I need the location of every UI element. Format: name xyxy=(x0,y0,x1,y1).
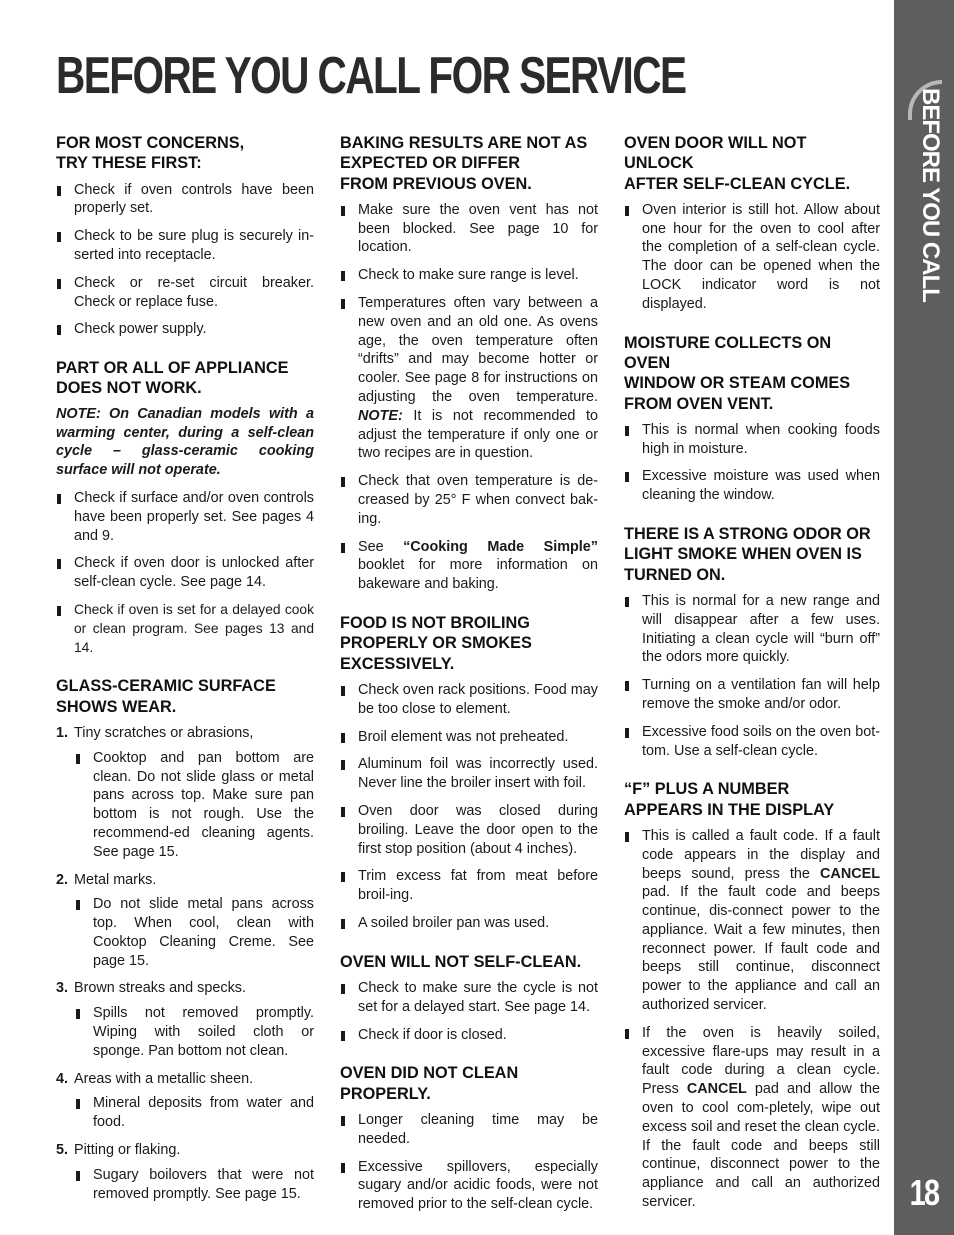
section-most-concerns xyxy=(56,133,314,339)
bullet-list xyxy=(75,749,314,862)
list-item: This is normal when cooking foods high in moisture. xyxy=(624,421,880,459)
side-tab xyxy=(894,0,954,1235)
bullet-list xyxy=(56,181,314,340)
section-broiling xyxy=(340,613,598,933)
heading-line: BAKING RESULTS ARE NOT AS xyxy=(340,134,588,152)
heading-line: SHOWS WEAR. xyxy=(56,697,177,716)
list-item: Check power supply. xyxy=(56,320,314,339)
list-item: Longer cleaning time may be needed. xyxy=(340,1111,598,1149)
heading-line: APPEARS IN THE DISPLAY xyxy=(624,800,835,819)
item-text: Tiny scratches or abrasions, xyxy=(74,724,254,741)
bullet-list xyxy=(75,895,314,970)
heading-line: EXPECTED OR DIFFER xyxy=(340,154,521,173)
heading-line: PART OR ALL OF APPLIANCE xyxy=(56,359,289,378)
section-appliance-not-work xyxy=(56,358,314,657)
bullet-list xyxy=(340,1111,598,1214)
heading-line: DOES NOT WORK. xyxy=(56,379,202,398)
list-item: Spills not removed promptly. Wiping with soiled cloth or sponge. Pan bottom not clean. xyxy=(75,1004,314,1060)
list-item: Check to be sure plug is securely in-serted into receptacle. xyxy=(56,227,314,265)
item-text: Areas with a metallic sheen. xyxy=(74,1070,254,1087)
list-item: Oven door was closed during broiling. Leave the door open to the first stop position (about 4 inches). xyxy=(340,802,598,858)
bullet-list xyxy=(340,979,598,1044)
list-item xyxy=(340,538,598,594)
list-item: Sugary boilovers that were not removed promptly. See page 15. xyxy=(75,1166,314,1204)
bullet-list xyxy=(75,1094,314,1132)
bullet-list xyxy=(624,201,880,314)
page-number: 18 xyxy=(909,1172,939,1213)
cancel-pad-label: CANCEL xyxy=(820,865,880,882)
section-heading xyxy=(624,524,880,585)
heading-line: FROM PREVIOUS OVEN. xyxy=(340,174,532,193)
column-2 xyxy=(340,133,598,1233)
section-door-unlock xyxy=(624,133,880,314)
bullet-list xyxy=(75,1166,314,1204)
heading-line: TURNED ON. xyxy=(624,565,726,584)
heading-line: OVEN DOOR WILL NOT UNLOCK xyxy=(624,134,807,173)
list-item: Check to make sure the cycle is not set for a delayed start. See page 14. xyxy=(340,979,598,1017)
heading-line: WINDOW OR STEAM COMES xyxy=(624,374,851,393)
bullet-list xyxy=(624,592,880,760)
list-item: Check if door is closed. xyxy=(340,1026,598,1045)
section-heading xyxy=(340,613,598,674)
section-glass-ceramic xyxy=(56,676,314,1203)
heading-line: AFTER SELF-CLEAN CYCLE. xyxy=(624,174,851,193)
bullet-list xyxy=(624,827,880,1212)
section-heading xyxy=(340,133,598,194)
note-label: NOTE: xyxy=(358,407,403,424)
list-item: Turning on a ventilation fan will help remove the smoke and/or odor. xyxy=(624,676,880,714)
cancel-pad-label: CANCEL xyxy=(686,1081,747,1098)
item-number: 3. xyxy=(56,980,69,997)
section-heading xyxy=(56,676,314,717)
list-item: Oven interior is still hot. Allow about one hour for the oven to cool after the completion of a self-clean cycle. The door can be opened when the LOCK indicator word is not displayed. xyxy=(624,201,880,314)
heading-line: “F” PLUS A NUMBER xyxy=(624,780,790,799)
side-tab-title: BEFORE YOU CALL xyxy=(917,88,944,302)
list-item: Excessive spillovers, especially sugary and/or acidic foods, were not removed prior to the self-clean cycle. xyxy=(340,1158,598,1214)
heading-line: FROM OVEN VENT. xyxy=(624,394,774,413)
list-item: Make sure the oven vent has not been blocked. See page 10 for location. xyxy=(340,201,598,257)
list-item xyxy=(624,1024,880,1212)
heading-line: LIGHT SMOKE WHEN OVEN IS xyxy=(624,545,862,564)
numbered-item xyxy=(56,979,314,1060)
item-text: pad. If the fault code and beeps continue, dis-connect power to the appliance. Wait a few minutes, then reconnect power. If fault code and beeps still continue, disconnect power to the appliance and call an authorized servicer. xyxy=(642,884,880,1014)
list-item: Check if oven is set for a delayed cook or clean program. See pages 13 and 14. xyxy=(56,601,314,657)
section-heading xyxy=(56,358,314,399)
list-item: Trim excess fat from meat before broil-ing. xyxy=(340,867,598,905)
list-item: Do not slide metal pans across top. When cool, clean with Cooktop Cleaning Creme. See page 15. xyxy=(75,895,314,970)
numbered-item xyxy=(56,871,314,971)
item-number: 1. xyxy=(56,724,69,741)
list-item: Check if oven door is unlocked after self-clean cycle. See page 14. xyxy=(56,554,314,592)
section-heading xyxy=(624,779,880,820)
note-text: It is not recommended to adjust the temperature if only one or two recipes are in question. xyxy=(358,407,598,462)
heading-line: EXCESSIVELY. xyxy=(340,654,455,673)
list-item: Check if oven controls have been properly set. xyxy=(56,181,314,219)
section-odor-smoke xyxy=(624,524,880,760)
section-heading: OVEN DID NOT CLEAN PROPERLY. xyxy=(340,1064,519,1103)
column-3 xyxy=(624,133,880,1231)
item-text: This is called a fault code. If a fault code appears in the display and beeps sound, press the xyxy=(642,827,880,882)
list-item: Excessive food soils on the oven bot-tom. Use a self-clean cycle. xyxy=(624,723,880,761)
bullet-list xyxy=(56,489,314,657)
item-text: Temperatures often vary between a new oven and an old one. As ovens age, the oven temperature often “drifts” and may become hotter or cooler. See page 8 for instructions on adjusting the oven temperature. xyxy=(358,295,598,406)
note-text: NOTE: On Canadian models with a warming center, during a self-clean cycle – glass-ceramic cooking surface will not operate. xyxy=(56,405,314,479)
list-item xyxy=(624,827,880,1015)
heading-line: FOOD IS NOT BROILING xyxy=(340,614,530,633)
section-heading xyxy=(56,133,314,174)
section-fault-code xyxy=(624,779,880,1212)
item-text: pad and allow the oven to cool com-pletely, wipe out excess soil and reset the clean cycle. If the fault code and beeps still continue, disconnect power to the appliance and call an authorized servicer. xyxy=(642,1081,880,1211)
list-item: This is normal for a new range and will disappear after a few uses. Initiating a clean cycle will “burn off” the odors more quickly. xyxy=(624,592,880,667)
section-heading xyxy=(624,133,880,194)
heading-line: FOR MOST CONCERNS, xyxy=(56,134,245,152)
bullet-list xyxy=(624,421,880,505)
item-number: 2. xyxy=(56,871,69,888)
list-item: Aluminum foil was incorrectly used. Never line the broiler insert with foil. xyxy=(340,755,598,793)
section-heading xyxy=(624,333,880,414)
section-heading: OVEN WILL NOT SELF-CLEAN. xyxy=(340,952,582,971)
section-moisture xyxy=(624,333,880,505)
list-item xyxy=(340,294,598,463)
numbered-item xyxy=(56,1141,314,1203)
list-item: Excessive moisture was used when cleaning the window. xyxy=(624,467,880,505)
section-baking-results xyxy=(340,133,598,594)
heading-line: GLASS-CERAMIC SURFACE xyxy=(56,677,276,696)
bullet-list xyxy=(340,201,598,594)
item-text: If the oven is heavily soiled, excessive flare-ups may result in a fault code during a clean cycle. Press xyxy=(642,1024,880,1098)
numbered-item xyxy=(56,724,314,862)
item-text: Brown streaks and specks. xyxy=(74,980,246,997)
numbered-list xyxy=(56,724,314,1204)
item-text: See xyxy=(358,538,404,555)
section-clean-properly xyxy=(340,1063,598,1214)
heading-line: MOISTURE COLLECTS ON OVEN xyxy=(624,333,832,372)
list-item: Broil element was not preheated. xyxy=(340,728,598,747)
column-1 xyxy=(56,133,314,1222)
list-item: Check if surface and/or oven controls have been properly set. See pages 4 and 9. xyxy=(56,489,314,545)
item-text: Metal marks. xyxy=(74,871,157,888)
booklet-title: “Cooking Made Simple” xyxy=(403,538,598,555)
bullet-list xyxy=(340,681,598,933)
list-item: Check or re-set circuit breaker. Check or replace fuse. xyxy=(56,274,314,312)
section-self-clean xyxy=(340,952,598,1045)
list-item: Mineral deposits from water and food. xyxy=(75,1094,314,1132)
item-number: 5. xyxy=(56,1142,69,1159)
item-text: booklet for more information on bakeware and baking. xyxy=(358,557,598,593)
list-item: Check to make sure range is level. xyxy=(340,266,598,285)
heading-line: TRY THESE FIRST: xyxy=(56,154,202,173)
page-title: BEFORE YOU CALL FOR SERVICE xyxy=(56,47,686,105)
item-number: 4. xyxy=(56,1070,69,1087)
list-item: Check that oven temperature is de-creased by 25° F when convect bak-ing. xyxy=(340,472,598,528)
list-item: Cooktop and pan bottom are clean. Do not slide glass or metal pans across top. Make sure pan bottom is not rough. Use the recommend-ed cleaning agents. See page 15. xyxy=(75,749,314,862)
heading-line: PROPERLY OR SMOKES xyxy=(340,634,532,653)
numbered-item xyxy=(56,1070,314,1132)
list-item: A soiled broiler pan was used. xyxy=(340,914,598,933)
heading-line: THERE IS A STRONG ODOR OR xyxy=(624,525,871,544)
item-text: Pitting or flaking. xyxy=(74,1142,181,1159)
list-item: Check oven rack positions. Food may be too close to element. xyxy=(340,681,598,719)
bullet-list xyxy=(75,1004,314,1060)
